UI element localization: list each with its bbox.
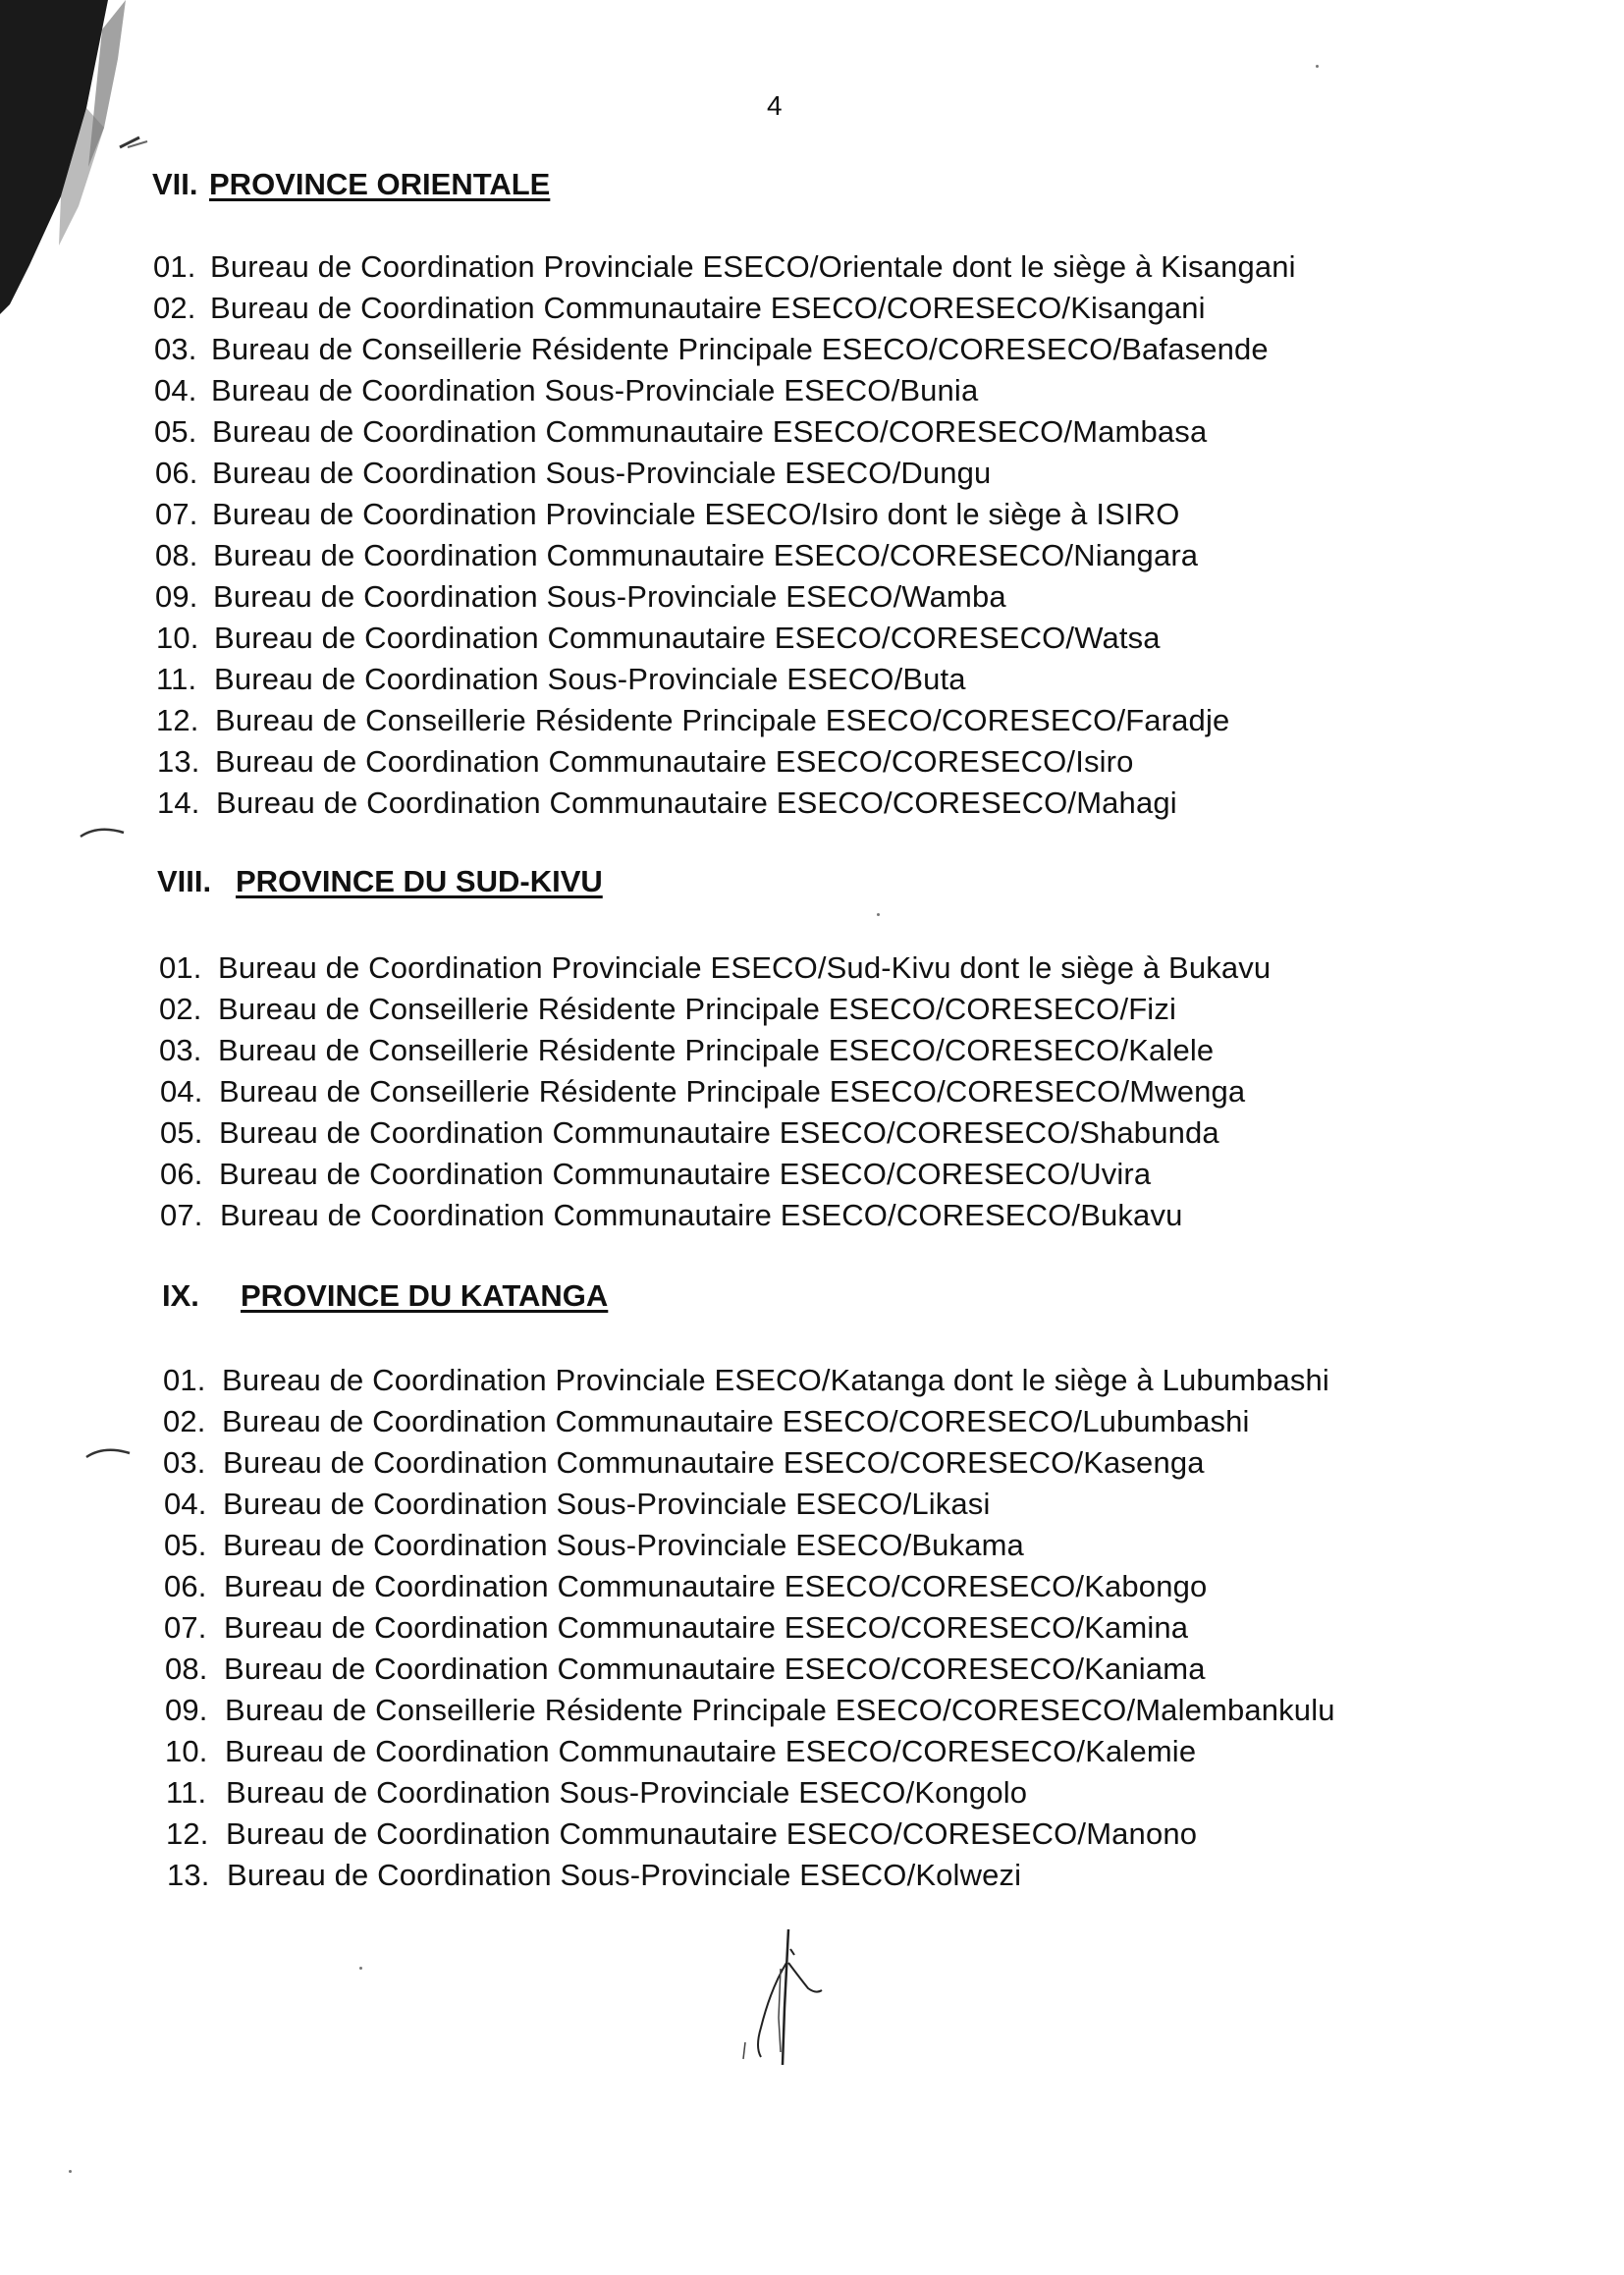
item-number: 05. <box>154 414 197 449</box>
bureau-list <box>0 1363 1624 1899</box>
list-item <box>0 1487 1624 1528</box>
list-item <box>0 1115 1624 1157</box>
section-heading <box>0 1278 1624 1322</box>
item-text: Bureau de Coordination Communautaire ESECO/CORESECO/Mambasa <box>212 414 1208 449</box>
item-text: Bureau de Coordination Sous-Provinciale ESECO/Kolwezi <box>227 1858 1022 1892</box>
item-number: 01. <box>163 1363 206 1397</box>
scan-speck <box>69 2170 72 2173</box>
list-item <box>0 662 1624 703</box>
list-item <box>0 1157 1624 1198</box>
list-item <box>0 1528 1624 1569</box>
item-number: 09. <box>155 579 198 614</box>
list-item <box>0 744 1624 785</box>
item-text: Bureau de Coordination Sous-Provinciale ESECO/Buta <box>214 662 966 696</box>
list-item <box>0 1858 1624 1899</box>
list-item <box>0 1569 1624 1610</box>
item-text: Bureau de Coordination Communautaire ESECO/CORESECO/Manono <box>226 1816 1198 1851</box>
section-number: IX. <box>162 1278 199 1313</box>
item-number: 02. <box>163 1404 206 1438</box>
item-number: 02. <box>159 992 202 1026</box>
section-province-orientale <box>0 167 1624 827</box>
item-number: 01. <box>159 950 202 985</box>
item-text: Bureau de Conseillerie Résidente Principale ESECO/CORESECO/Fizi <box>218 992 1177 1026</box>
section-heading <box>0 864 1624 907</box>
item-text: Bureau de Coordination Communautaire ESECO/CORESECO/Uvira <box>219 1157 1152 1191</box>
list-item <box>0 703 1624 744</box>
item-number: 08. <box>155 538 198 572</box>
item-text: Bureau de Coordination Communautaire ESECO/CORESECO/Mahagi <box>216 785 1177 820</box>
item-number: 11. <box>156 662 197 696</box>
scan-speck <box>877 913 880 916</box>
list-item <box>0 456 1624 497</box>
list-item <box>0 621 1624 662</box>
bureau-list <box>0 249 1624 827</box>
item-number: 10. <box>165 1734 208 1768</box>
item-number: 05. <box>160 1115 203 1150</box>
item-number: 05. <box>164 1528 207 1562</box>
list-item <box>0 1404 1624 1445</box>
item-text: Bureau de Coordination Provinciale ESECO/Sud-Kivu dont le siège à Bukavu <box>218 950 1272 985</box>
list-item <box>0 1445 1624 1487</box>
item-text: Bureau de Coordination Communautaire ESECO/CORESECO/Kamina <box>224 1610 1189 1645</box>
item-text: Bureau de Coordination Sous-Provinciale ESECO/Dungu <box>212 456 992 490</box>
section-number: VII. <box>152 167 198 201</box>
item-text: Bureau de Coordination Communautaire ESECO/CORESECO/Bukavu <box>220 1198 1183 1232</box>
item-number: 10. <box>156 621 199 655</box>
item-text: Bureau de Coordination Communautaire ESECO/CORESECO/Watsa <box>214 621 1161 655</box>
item-text: Bureau de Coordination Sous-Provinciale ESECO/Likasi <box>223 1487 991 1521</box>
list-item <box>0 414 1624 456</box>
list-item <box>0 992 1624 1033</box>
section-title: PROVINCE DU SUD-KIVU <box>236 864 603 898</box>
item-number: 03. <box>163 1445 206 1480</box>
item-text: Bureau de Conseillerie Résidente Principale ESECO/CORESECO/Kalele <box>218 1033 1215 1067</box>
item-text: Bureau de Coordination Communautaire ESECO/CORESECO/Isiro <box>215 744 1134 779</box>
item-number: 06. <box>164 1569 207 1603</box>
item-text: Bureau de Conseillerie Résidente Principale ESECO/CORESECO/Bafasende <box>211 332 1269 366</box>
scan-speck <box>359 1967 362 1970</box>
list-item <box>0 1693 1624 1734</box>
scan-speck <box>1316 65 1319 68</box>
page-number: 4 <box>767 90 783 121</box>
item-number: 07. <box>164 1610 207 1645</box>
item-number: 06. <box>160 1157 203 1191</box>
item-text: Bureau de Coordination Communautaire ESECO/CORESECO/Kisangani <box>210 291 1206 325</box>
item-number: 12. <box>166 1816 209 1851</box>
item-number: 03. <box>159 1033 202 1067</box>
item-text: Bureau de Conseillerie Résidente Principale ESECO/CORESECO/Faradje <box>215 703 1230 737</box>
item-number: 11. <box>166 1775 207 1810</box>
list-item <box>0 1610 1624 1652</box>
margin-pen-mark <box>84 1443 134 1463</box>
signature-initials <box>731 1929 839 2067</box>
item-text: Bureau de Coordination Provinciale ESECO/Isiro dont le siège à ISIRO <box>212 497 1180 531</box>
item-number: 12. <box>156 703 199 737</box>
item-number: 04. <box>160 1074 203 1109</box>
item-text: Bureau de Coordination Sous-Provinciale ESECO/Wamba <box>213 579 1006 614</box>
item-text: Bureau de Coordination Communautaire ESECO/CORESECO/Kasenga <box>223 1445 1205 1480</box>
list-item <box>0 1198 1624 1239</box>
item-text: Bureau de Coordination Communautaire ESECO/CORESECO/Niangara <box>213 538 1199 572</box>
section-province-sud-kivu <box>0 864 1624 1239</box>
section-heading <box>0 167 1624 210</box>
list-item <box>0 1033 1624 1074</box>
section-title: PROVINCE DU KATANGA <box>241 1278 609 1313</box>
list-item <box>0 497 1624 538</box>
item-number: 04. <box>164 1487 207 1521</box>
item-number: 06. <box>155 456 198 490</box>
item-number: 09. <box>165 1693 208 1727</box>
item-number: 08. <box>165 1652 208 1686</box>
item-text: Bureau de Coordination Communautaire ESECO/CORESECO/Kaniama <box>224 1652 1206 1686</box>
item-text: Bureau de Coordination Communautaire ESECO/CORESECO/Lubumbashi <box>222 1404 1250 1438</box>
item-text: Bureau de Coordination Communautaire ESECO/CORESECO/Kalemie <box>225 1734 1197 1768</box>
list-item <box>0 1734 1624 1775</box>
list-item <box>0 373 1624 414</box>
list-item <box>0 291 1624 332</box>
list-item <box>0 1775 1624 1816</box>
item-number: 13. <box>167 1858 210 1892</box>
item-number: 02. <box>153 291 196 325</box>
item-number: 07. <box>155 497 198 531</box>
list-item <box>0 1652 1624 1693</box>
section-province-du-katanga <box>0 1278 1624 1899</box>
list-item <box>0 1074 1624 1115</box>
list-item <box>0 332 1624 373</box>
list-item <box>0 579 1624 621</box>
item-number: 13. <box>157 744 200 779</box>
list-item <box>0 785 1624 827</box>
item-text: Bureau de Coordination Communautaire ESECO/CORESECO/Shabunda <box>219 1115 1219 1150</box>
list-item <box>0 950 1624 992</box>
item-text: Bureau de Coordination Sous-Provinciale ESECO/Kongolo <box>226 1775 1028 1810</box>
item-number: 03. <box>154 332 197 366</box>
list-item <box>0 1816 1624 1858</box>
list-item <box>0 538 1624 579</box>
item-text: Bureau de Coordination Sous-Provinciale ESECO/Bukama <box>223 1528 1024 1562</box>
section-number: VIII. <box>157 864 212 898</box>
bureau-list <box>0 950 1624 1239</box>
item-text: Bureau de Coordination Sous-Provinciale ESECO/Bunia <box>211 373 979 407</box>
item-text: Bureau de Coordination Provinciale ESECO/Katanga dont le siège à Lubumbashi <box>222 1363 1329 1397</box>
item-number: 01. <box>153 249 196 284</box>
item-number: 07. <box>160 1198 203 1232</box>
list-item <box>0 1363 1624 1404</box>
item-text: Bureau de Coordination Communautaire ESECO/CORESECO/Kabongo <box>224 1569 1208 1603</box>
item-text: Bureau de Conseillerie Résidente Principale ESECO/CORESECO/Malembankulu <box>225 1693 1335 1727</box>
item-text: Bureau de Conseillerie Résidente Principale ESECO/CORESECO/Mwenga <box>219 1074 1246 1109</box>
item-text: Bureau de Coordination Provinciale ESECO/Orientale dont le siège à Kisangani <box>210 249 1296 284</box>
item-number: 14. <box>157 785 200 820</box>
margin-pen-mark <box>79 823 128 842</box>
list-item <box>0 249 1624 291</box>
section-title: PROVINCE ORIENTALE <box>209 167 551 201</box>
item-number: 04. <box>154 373 197 407</box>
